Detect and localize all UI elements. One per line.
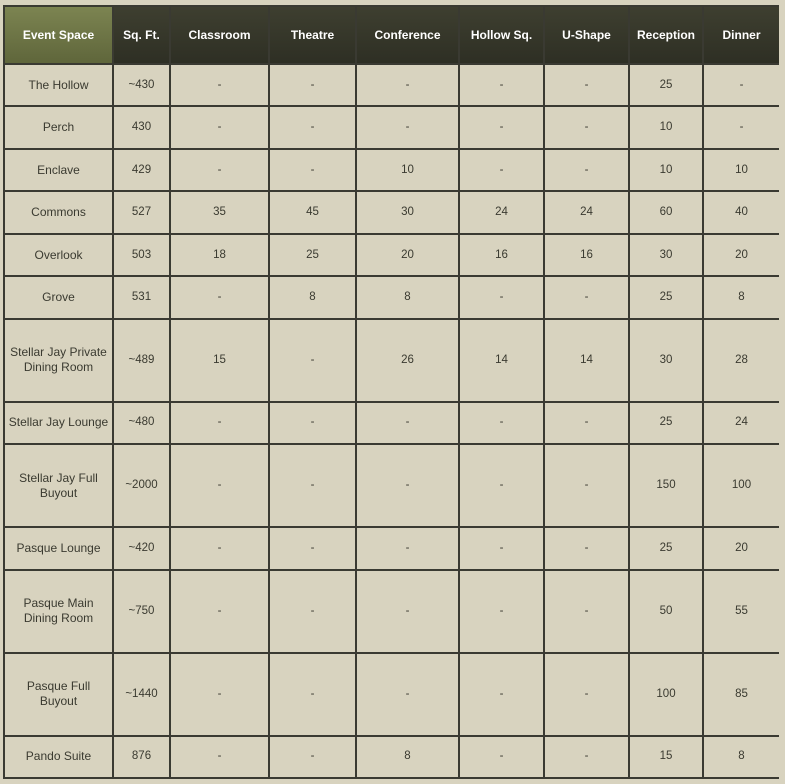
cell-space-name: Stellar Jay Full Buyout [5, 445, 112, 526]
cell-sq-ft: ~1440 [114, 654, 169, 735]
cell-space-name: Pasque Lounge [5, 528, 112, 568]
cell-conference: 10 [357, 150, 458, 190]
column-header-dinner: Dinner [704, 7, 779, 63]
cell-space-name: Perch [5, 107, 112, 147]
cell-classroom: - [171, 528, 268, 568]
cell-reception: 25 [630, 65, 702, 105]
cell-hollow-sq: - [460, 737, 543, 778]
cell-dinner: 85 [704, 654, 779, 735]
cell-reception: 150 [630, 445, 702, 526]
cell-space-name: Commons [5, 192, 112, 232]
cell-space-name: Grove [5, 277, 112, 317]
cell-dinner: 28 [704, 320, 779, 401]
cell-theatre: - [270, 107, 355, 147]
cell-sq-ft: ~420 [114, 528, 169, 568]
cell-hollow-sq: - [460, 654, 543, 735]
cell-classroom: - [171, 277, 268, 317]
cell-u-shape: - [545, 150, 628, 190]
cell-dinner: 8 [704, 277, 779, 317]
table-row [5, 528, 779, 568]
cell-u-shape: - [545, 107, 628, 147]
cell-dinner: 10 [704, 150, 779, 190]
cell-reception: 15 [630, 737, 702, 778]
column-header-sq-ft: Sq. Ft. [114, 7, 169, 63]
cell-hollow-sq: - [460, 150, 543, 190]
cell-u-shape: - [545, 737, 628, 778]
table-row [5, 654, 779, 735]
cell-reception: 30 [630, 320, 702, 401]
cell-classroom: - [171, 654, 268, 735]
cell-conference: - [357, 571, 458, 652]
cell-hollow-sq: - [460, 403, 543, 443]
header-row [5, 7, 779, 63]
cell-sq-ft: 876 [114, 737, 169, 778]
cell-u-shape: - [545, 528, 628, 568]
cell-hollow-sq: 24 [460, 192, 543, 232]
cell-sq-ft: 503 [114, 235, 169, 275]
cell-classroom: - [171, 571, 268, 652]
cell-dinner: 40 [704, 192, 779, 232]
cell-classroom: 15 [171, 320, 268, 401]
cell-space-name: Stellar Jay Private Dining Room [5, 320, 112, 401]
cell-reception: 25 [630, 403, 702, 443]
cell-hollow-sq: - [460, 107, 543, 147]
cell-space-name: Pasque Full Buyout [5, 654, 112, 735]
table-row [5, 571, 779, 652]
cell-theatre: - [270, 445, 355, 526]
table-row [5, 320, 779, 401]
cell-theatre: 45 [270, 192, 355, 232]
cell-conference: 20 [357, 235, 458, 275]
cell-sq-ft: ~480 [114, 403, 169, 443]
cell-reception: 50 [630, 571, 702, 652]
cell-conference: - [357, 107, 458, 147]
cell-space-name: Pando Suite [5, 737, 112, 778]
table-row [5, 192, 779, 232]
cell-sq-ft: 429 [114, 150, 169, 190]
event-space-table-container [3, 5, 779, 779]
column-header-theatre: Theatre [270, 7, 355, 63]
cell-conference: 26 [357, 320, 458, 401]
cell-hollow-sq: 16 [460, 235, 543, 275]
cell-sq-ft: 430 [114, 107, 169, 147]
cell-conference: - [357, 654, 458, 735]
cell-sq-ft: ~430 [114, 65, 169, 105]
cell-dinner: 20 [704, 528, 779, 568]
column-header-hollow-sq: Hollow Sq. [460, 7, 543, 63]
cell-conference: - [357, 445, 458, 526]
cell-reception: 30 [630, 235, 702, 275]
cell-conference: - [357, 528, 458, 568]
table-row [5, 737, 779, 778]
table-row [5, 277, 779, 317]
cell-theatre: - [270, 320, 355, 401]
column-header-classroom: Classroom [171, 7, 268, 63]
cell-conference: 30 [357, 192, 458, 232]
cell-theatre: 8 [270, 277, 355, 317]
table-row [5, 150, 779, 190]
column-header-event-space: Event Space [5, 7, 112, 63]
cell-theatre: - [270, 654, 355, 735]
cell-theatre: - [270, 150, 355, 190]
cell-hollow-sq: 14 [460, 320, 543, 401]
column-header-reception: Reception [630, 7, 702, 63]
cell-classroom: - [171, 65, 268, 105]
cell-conference: 8 [357, 737, 458, 778]
cell-space-name: Overlook [5, 235, 112, 275]
cell-conference: - [357, 403, 458, 443]
cell-theatre: - [270, 403, 355, 443]
cell-u-shape: - [545, 277, 628, 317]
cell-reception: 25 [630, 277, 702, 317]
cell-reception: 10 [630, 150, 702, 190]
cell-sq-ft: ~750 [114, 571, 169, 652]
cell-hollow-sq: - [460, 65, 543, 105]
cell-dinner: 20 [704, 235, 779, 275]
cell-dinner: - [704, 107, 779, 147]
cell-reception: 60 [630, 192, 702, 232]
table-row [5, 403, 779, 443]
column-header-conference: Conference [357, 7, 458, 63]
cell-dinner: - [704, 65, 779, 105]
cell-u-shape: 16 [545, 235, 628, 275]
cell-theatre: 25 [270, 235, 355, 275]
cell-classroom: - [171, 150, 268, 190]
cell-theatre: - [270, 571, 355, 652]
cell-dinner: 55 [704, 571, 779, 652]
cell-classroom: 18 [171, 235, 268, 275]
cell-classroom: - [171, 445, 268, 526]
cell-space-name: Pasque Main Dining Room [5, 571, 112, 652]
table-header [5, 7, 779, 63]
cell-reception: 10 [630, 107, 702, 147]
cell-classroom: - [171, 107, 268, 147]
table-body [5, 65, 779, 777]
cell-dinner: 24 [704, 403, 779, 443]
table-row [5, 65, 779, 105]
cell-sq-ft: ~2000 [114, 445, 169, 526]
cell-u-shape: - [545, 654, 628, 735]
cell-reception: 100 [630, 654, 702, 735]
cell-hollow-sq: - [460, 445, 543, 526]
cell-u-shape: 14 [545, 320, 628, 401]
cell-theatre: - [270, 65, 355, 105]
table-row [5, 445, 779, 526]
event-space-capacity-table [3, 5, 781, 779]
cell-classroom: - [171, 737, 268, 778]
cell-conference: 8 [357, 277, 458, 317]
cell-hollow-sq: - [460, 571, 543, 652]
cell-sq-ft: 531 [114, 277, 169, 317]
cell-u-shape: - [545, 403, 628, 443]
cell-hollow-sq: - [460, 277, 543, 317]
cell-classroom: 35 [171, 192, 268, 232]
cell-reception: 25 [630, 528, 702, 568]
column-header-u-shape: U-Shape [545, 7, 628, 63]
cell-theatre: - [270, 737, 355, 778]
cell-u-shape: - [545, 445, 628, 526]
cell-space-name: Enclave [5, 150, 112, 190]
table-row [5, 235, 779, 275]
cell-conference: - [357, 65, 458, 105]
cell-space-name: Stellar Jay Lounge [5, 403, 112, 443]
cell-classroom: - [171, 403, 268, 443]
cell-theatre: - [270, 528, 355, 568]
cell-u-shape: 24 [545, 192, 628, 232]
cell-sq-ft: ~489 [114, 320, 169, 401]
cell-u-shape: - [545, 65, 628, 105]
cell-hollow-sq: - [460, 528, 543, 568]
cell-space-name: The Hollow [5, 65, 112, 105]
cell-dinner: 100 [704, 445, 779, 526]
cell-dinner: 8 [704, 737, 779, 778]
cell-sq-ft: 527 [114, 192, 169, 232]
cell-u-shape: - [545, 571, 628, 652]
table-row [5, 107, 779, 147]
